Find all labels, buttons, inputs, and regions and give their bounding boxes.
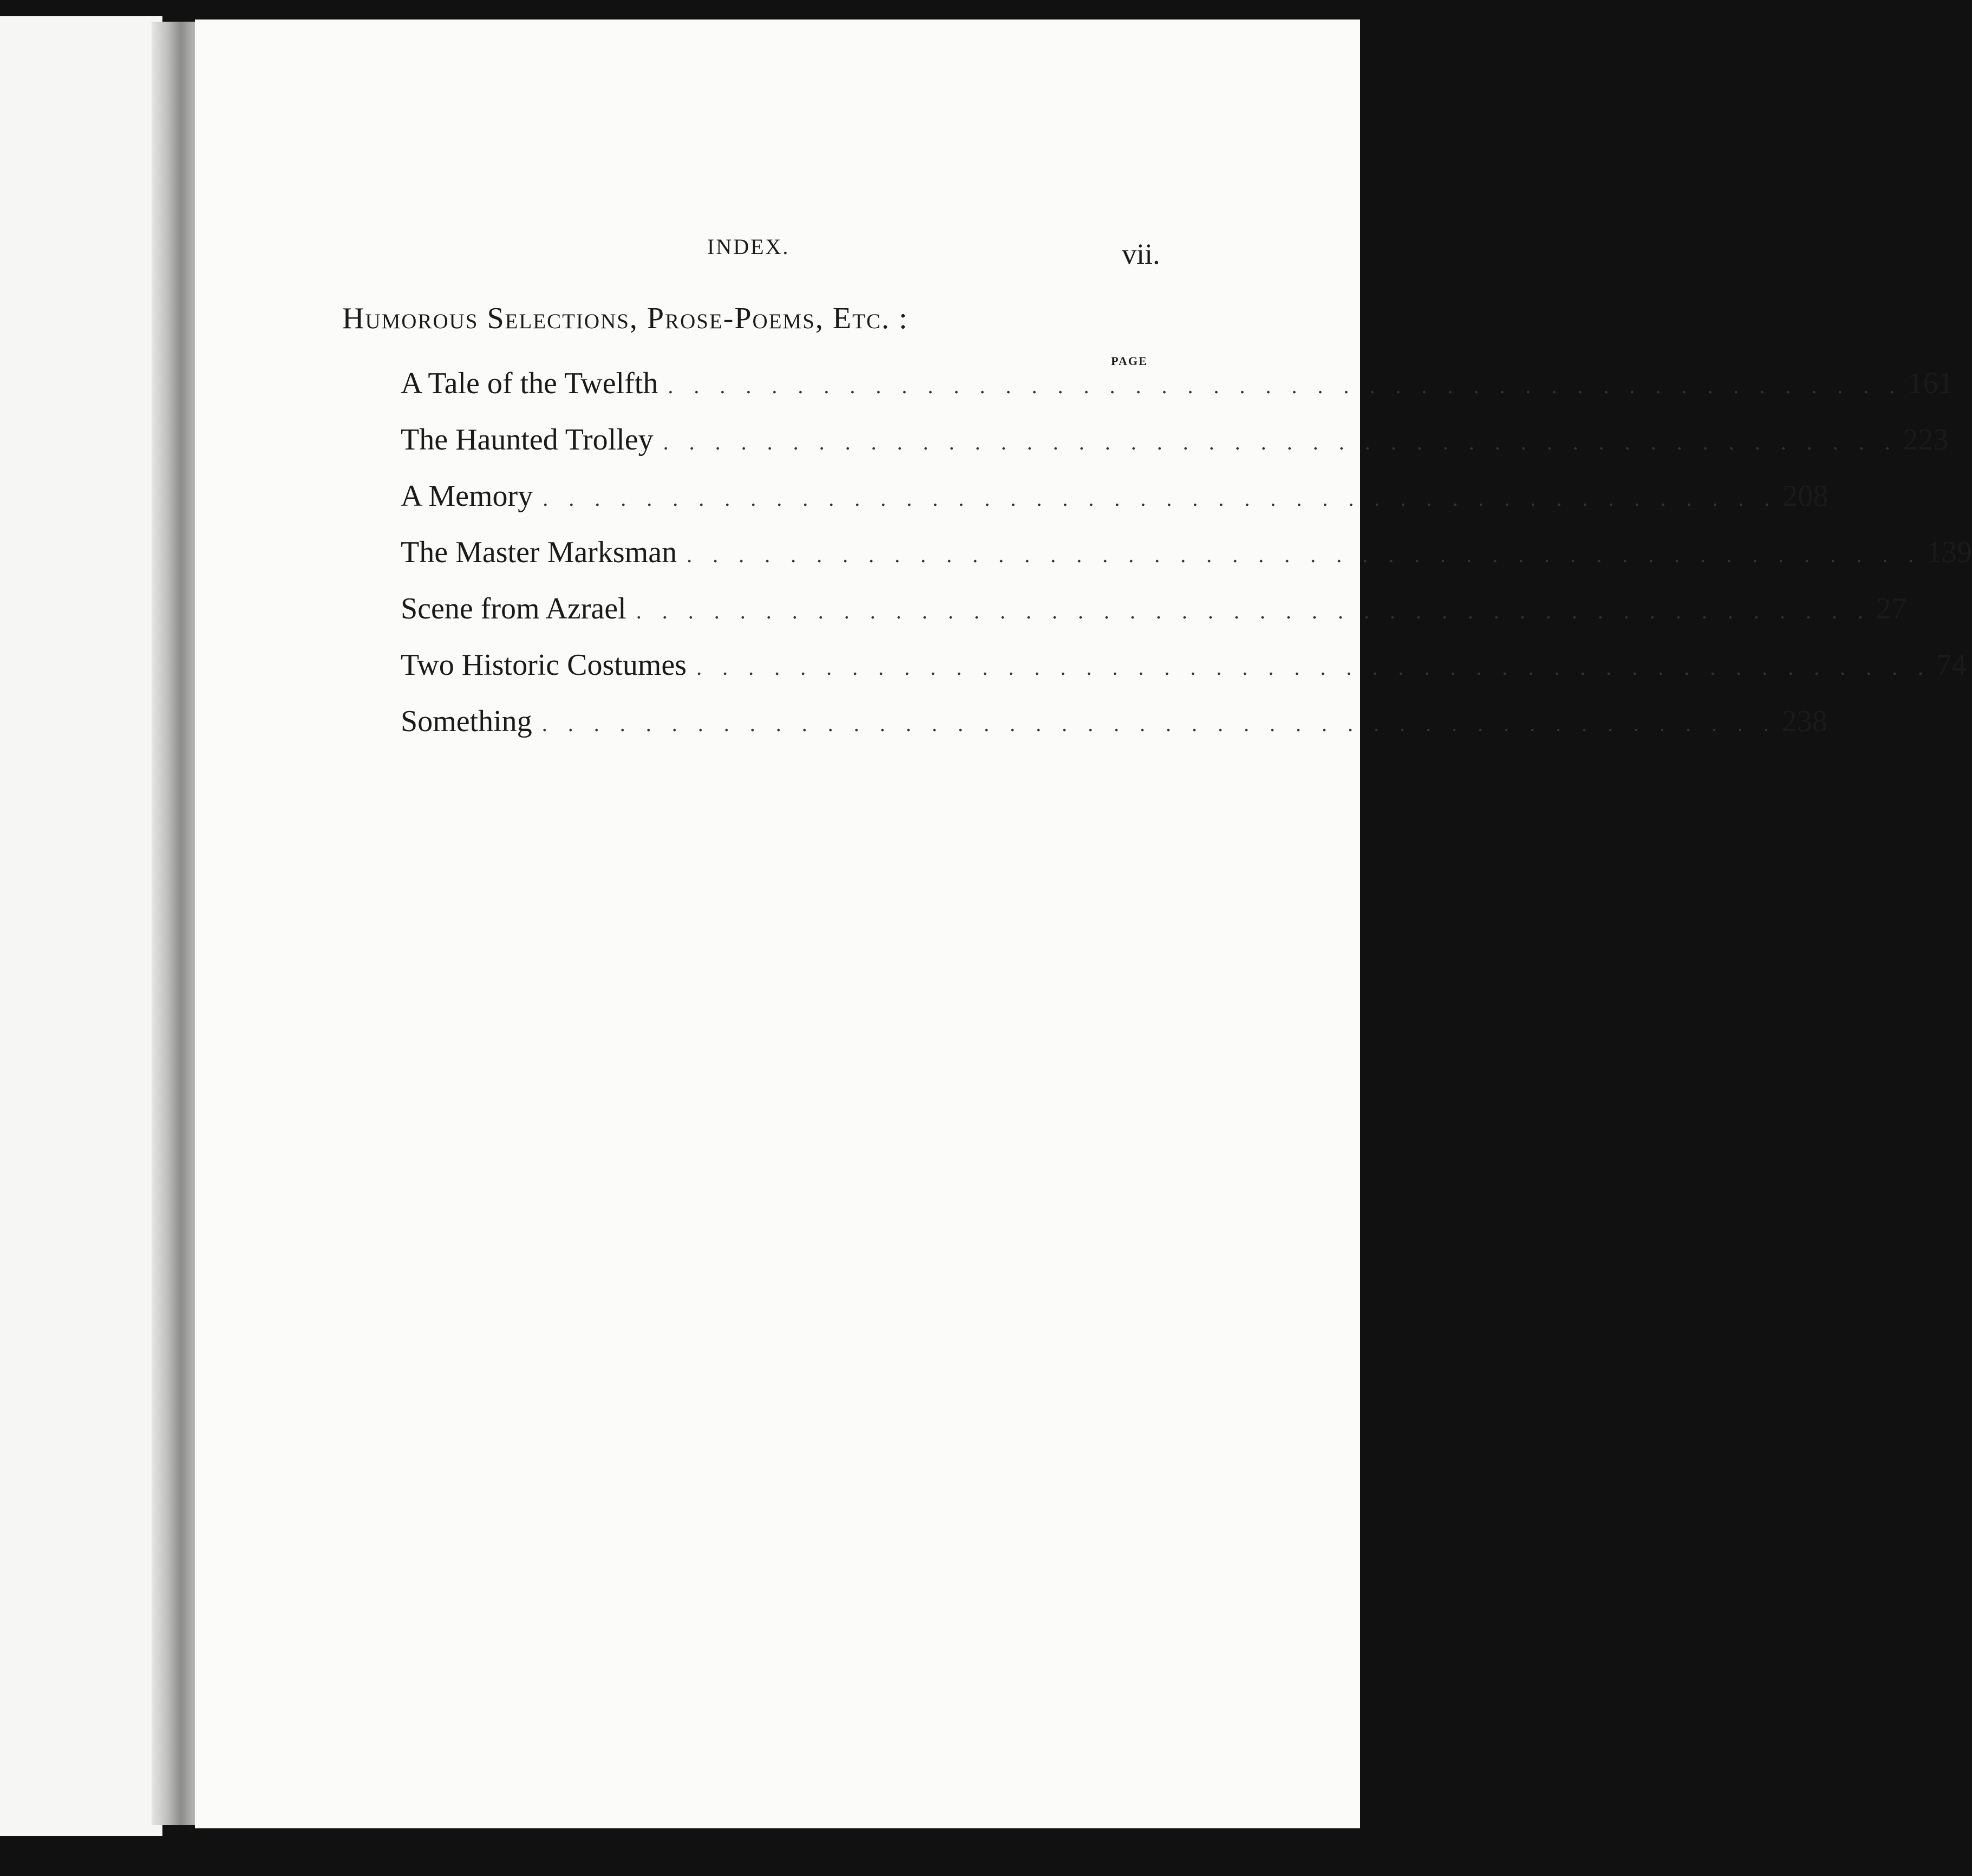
index-entries bbox=[401, 366, 1972, 760]
entry-title: A Tale of the Twelfth bbox=[401, 367, 658, 400]
entry-page-number: 139 bbox=[1927, 536, 1972, 569]
entry-page-number: 27 bbox=[1876, 592, 1906, 626]
page-number: vii. bbox=[1122, 238, 1160, 270]
dot-leader: . . . . . . . . . . . . . . . . . . . . . . . . . . . . . . . . . . . . . . . . . . . . . . . . bbox=[668, 374, 1903, 398]
dot-leader: . . . . . . . . . . . . . . . . . . . . . . . . . . . . . . . . . . . . . . . . . . . . . . . . bbox=[663, 430, 1898, 454]
page-column-label: PAGE bbox=[1111, 354, 1148, 368]
index-entry bbox=[401, 479, 1829, 535]
left-facing-page bbox=[0, 16, 162, 1836]
entry-title: A Memory bbox=[401, 479, 533, 513]
index-entry bbox=[401, 591, 1906, 648]
index-entry bbox=[401, 704, 1827, 760]
entry-page-number: 238 bbox=[1781, 705, 1827, 738]
index-entry bbox=[401, 535, 1972, 591]
entry-title: The Master Marksman bbox=[401, 536, 677, 569]
dot-leader: . . . . . . . . . . . . . . . . . . . . . . . . . . . . . . . . . . . . . . . . . . . . . . . . bbox=[543, 486, 1778, 511]
index-entry bbox=[401, 366, 1954, 422]
entry-title: Something bbox=[401, 705, 532, 738]
entry-title: Scene from Azrael bbox=[401, 592, 626, 626]
dot-leader: . . . . . . . . . . . . . . . . . . . . . . . . . . . . . . . . . . . . . . . . . . . . . . . . bbox=[687, 543, 1922, 567]
index-entry bbox=[401, 422, 1949, 479]
entry-page-number: 74 bbox=[1936, 648, 1967, 682]
entry-page-number: 208 bbox=[1782, 479, 1829, 513]
section-heading: Humorous Selections, Prose-Poems, Etc. : bbox=[342, 302, 909, 335]
dot-leader: . . . . . . . . . . . . . . . . . . . . . . . . . . . . . . . . . . . . . . . . . . . . . . . . bbox=[541, 712, 1777, 736]
entry-page-number: 161 bbox=[1908, 367, 1954, 400]
entry-page-number: 223 bbox=[1903, 423, 1949, 457]
index-entry bbox=[401, 648, 1967, 704]
dot-leader: . . . . . . . . . . . . . . . . . . . . . . . . . . . . . . . . . . . . . . . . . . . . . . . . bbox=[636, 599, 1871, 623]
index-page bbox=[195, 19, 1972, 1828]
running-title: INDEX. bbox=[707, 234, 790, 259]
dot-leader: . . . . . . . . . . . . . . . . . . . . . . . . . . . . . . . . . . . . . . . . . . . . . . . . bbox=[696, 655, 1931, 680]
entry-title: The Haunted Trolley bbox=[401, 423, 654, 457]
entry-title: Two Historic Costumes bbox=[401, 648, 687, 682]
